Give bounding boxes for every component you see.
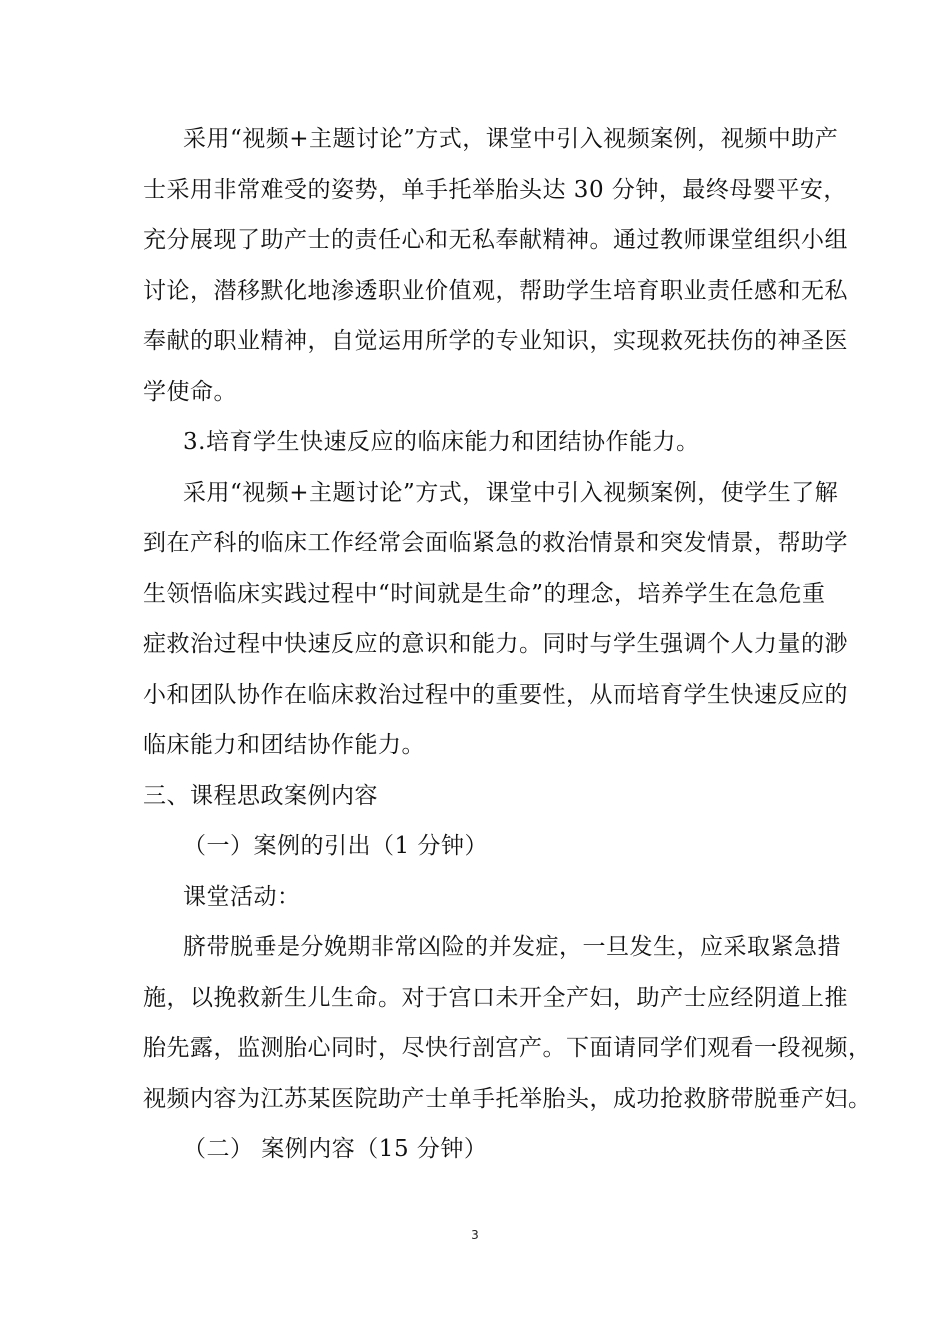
subsection-heading: （二） 案例内容（15 分钟） bbox=[183, 1136, 488, 1162]
paragraph-line: 学使命。 bbox=[143, 378, 237, 405]
paragraph-line: 视频内容为江苏某医院助产士单手托举胎头，成功抢救脐带脱垂产妇。 bbox=[143, 1085, 872, 1112]
subsection-heading: （一）案例的引出（1 分钟） bbox=[183, 833, 488, 859]
paragraph-line: 症救治过程中快速反应的意识和能力。同时与学生强调个人力量的渺 bbox=[143, 631, 848, 657]
section-heading: 三、课程思政案例内容 bbox=[143, 782, 378, 809]
paragraph-line: 士采用非常难受的姿势，单手托举胎头达 30 分钟，最终母婴平安， bbox=[143, 176, 847, 203]
paragraph-line: 胎先露，监测胎心同时，尽快行剖宫产。下面请同学们观看一段视频， bbox=[143, 1035, 872, 1061]
paragraph-line: 小和团队协作在临床救治过程中的重要性，从而培育学生快速反应的 bbox=[143, 681, 848, 708]
paragraph-line: 充分展现了助产士的责任心和无私奉献精神。通过教师课堂组织小组 bbox=[143, 227, 848, 253]
paragraph-line: 施，以挽救新生儿生命。对于宫口未开全产妇，助产士应经阴道上推 bbox=[143, 984, 848, 1011]
page-number: 3 bbox=[471, 1228, 479, 1242]
document-body bbox=[143, 114, 872, 1175]
paragraph-line: 采用“视频+主题讨论”方式，课堂中引入视频案例，使学生了解 bbox=[183, 479, 839, 506]
paragraph-line: 采用“视频+主题讨论”方式，课堂中引入视频案例，视频中助产 bbox=[183, 126, 839, 152]
paragraph-line: 奉献的职业精神，自觉运用所学的专业知识，实现救死扶伤的神圣医 bbox=[143, 328, 848, 354]
paragraph-line: 临床能力和团结协作能力。 bbox=[143, 732, 425, 758]
paragraph-line: 到在产科的临床工作经常会面临紧急的救治情景和突发情景，帮助学 bbox=[143, 530, 848, 556]
paragraph-line: 脐带脱垂是分娩期非常凶险的并发症，一旦发生，应采取紧急措 bbox=[183, 934, 841, 960]
activity-label: 课堂活动： bbox=[183, 883, 301, 910]
paragraph-line: 讨论，潜移默化地渗透职业价值观，帮助学生培育职业责任感和无私 bbox=[143, 277, 848, 304]
numbered-heading: 3.培育学生快速反应的临床能力和团结协作能力。 bbox=[183, 429, 700, 455]
paragraph-line: 生领悟临床实践过程中“时间就是生命”的理念，培养学生在急危重 bbox=[143, 580, 826, 607]
